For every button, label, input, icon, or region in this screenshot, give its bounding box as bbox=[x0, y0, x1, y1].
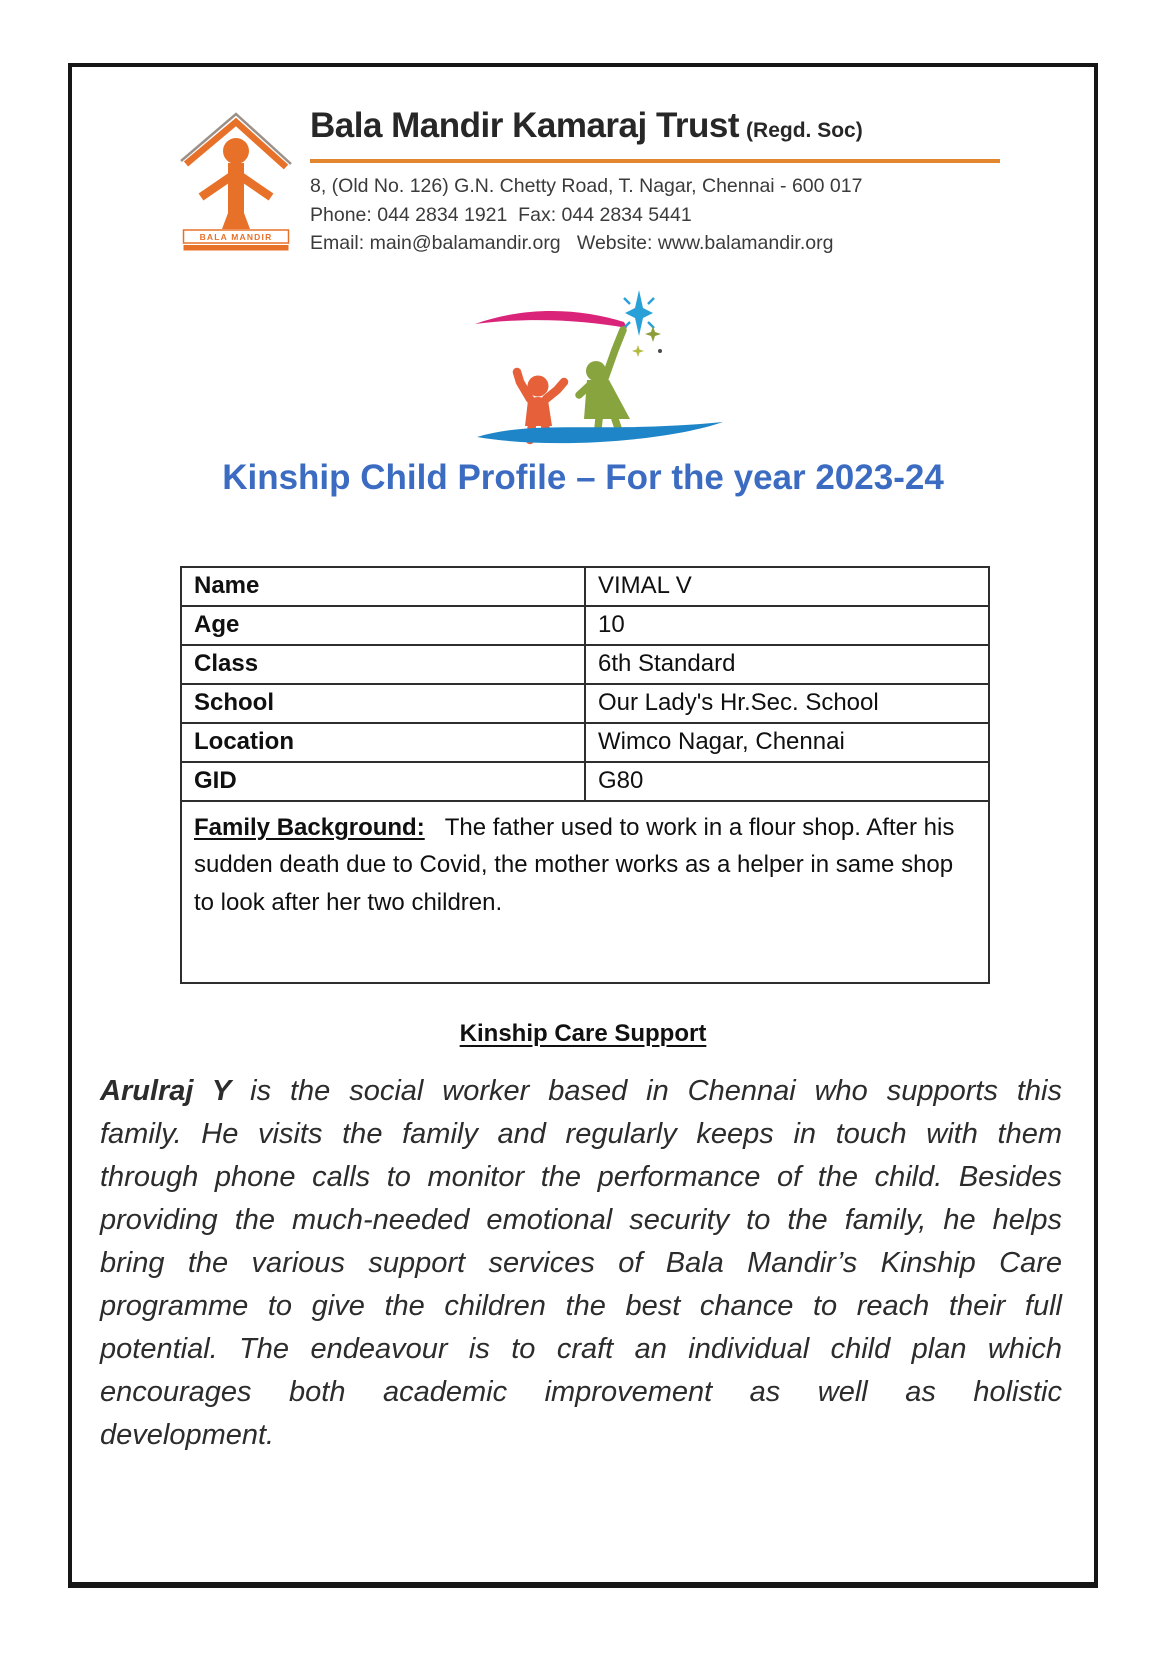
profile-table bbox=[180, 566, 990, 984]
page-border-frame bbox=[68, 63, 1098, 1588]
orange-divider bbox=[310, 159, 1000, 163]
org-address: 8, (Old No. 126) G.N. Chetty Road, T. Nagar, Chennai - 600 017 bbox=[310, 175, 863, 197]
logo-caption: BALA MANDIR bbox=[199, 232, 273, 242]
row-label: Age bbox=[181, 606, 585, 645]
table-row bbox=[181, 606, 989, 645]
children-stars-logo bbox=[432, 278, 734, 448]
family-background-cell bbox=[181, 801, 989, 983]
family-background-label: Family Background: bbox=[194, 813, 425, 841]
table-row bbox=[181, 762, 989, 801]
org-header-text bbox=[310, 101, 1000, 258]
logo-bottom-bar bbox=[184, 245, 289, 251]
family-background-row bbox=[181, 801, 989, 983]
row-value: G80 bbox=[585, 762, 989, 801]
row-label: GID bbox=[181, 762, 585, 801]
row-value: 10 bbox=[585, 606, 989, 645]
org-header bbox=[174, 101, 1094, 258]
row-label: Name bbox=[181, 567, 585, 606]
person-icon bbox=[201, 138, 271, 229]
row-label: School bbox=[181, 684, 585, 723]
bala-mandir-logo bbox=[174, 101, 298, 251]
row-label: Location bbox=[181, 723, 585, 762]
family-background-text: The father used to work in a flour shop. After his sudden death due to Covid, the mother works as a helper in same shop to look after her two children. bbox=[194, 813, 955, 916]
document-title: Kinship Child Profile – For the year 2023-24 bbox=[222, 457, 944, 497]
row-value: 6th Standard bbox=[585, 645, 989, 684]
support-heading: Kinship Care Support bbox=[459, 1019, 707, 1047]
org-name-line bbox=[310, 105, 1000, 154]
table-row bbox=[181, 645, 989, 684]
social-worker-name: Arulraj Y bbox=[100, 1074, 232, 1107]
row-label: Class bbox=[181, 645, 585, 684]
row-value: VIMAL V bbox=[585, 567, 989, 606]
support-paragraph bbox=[100, 1070, 1062, 1457]
table-row bbox=[181, 723, 989, 762]
green-child-icon bbox=[579, 330, 630, 438]
pink-swoosh-icon bbox=[475, 310, 627, 327]
row-value: Wimco Nagar, Chennai bbox=[585, 723, 989, 762]
support-body-text: is the social worker based in Chennai who supports this family. He visits the family and regularly keeps in touch with them through phone calls to monitor the performance of the child. Besides providing the much-needed emotional security to the family, he helps bring the various support services of Bala Mandir’s Kinship Care programme to give the children the best chance to reach their full potential. The endeavour is to craft an individual child plan which encourages both academic improvement as well as holistic development. bbox=[100, 1074, 1062, 1451]
org-email-website: Email: main@balamandir.org Website: www.balamandir.org bbox=[310, 232, 834, 254]
row-value: Our Lady's Hr.Sec. School bbox=[585, 684, 989, 723]
org-registration-suffix: (Regd. Soc) bbox=[746, 119, 863, 142]
org-name: Bala Mandir Kamaraj Trust bbox=[310, 106, 740, 145]
table-row bbox=[181, 684, 989, 723]
sparkle-stars-icon bbox=[624, 290, 662, 357]
org-phone-fax: Phone: 044 2834 1921 Fax: 044 2834 5441 bbox=[310, 203, 692, 226]
table-row bbox=[181, 567, 989, 606]
